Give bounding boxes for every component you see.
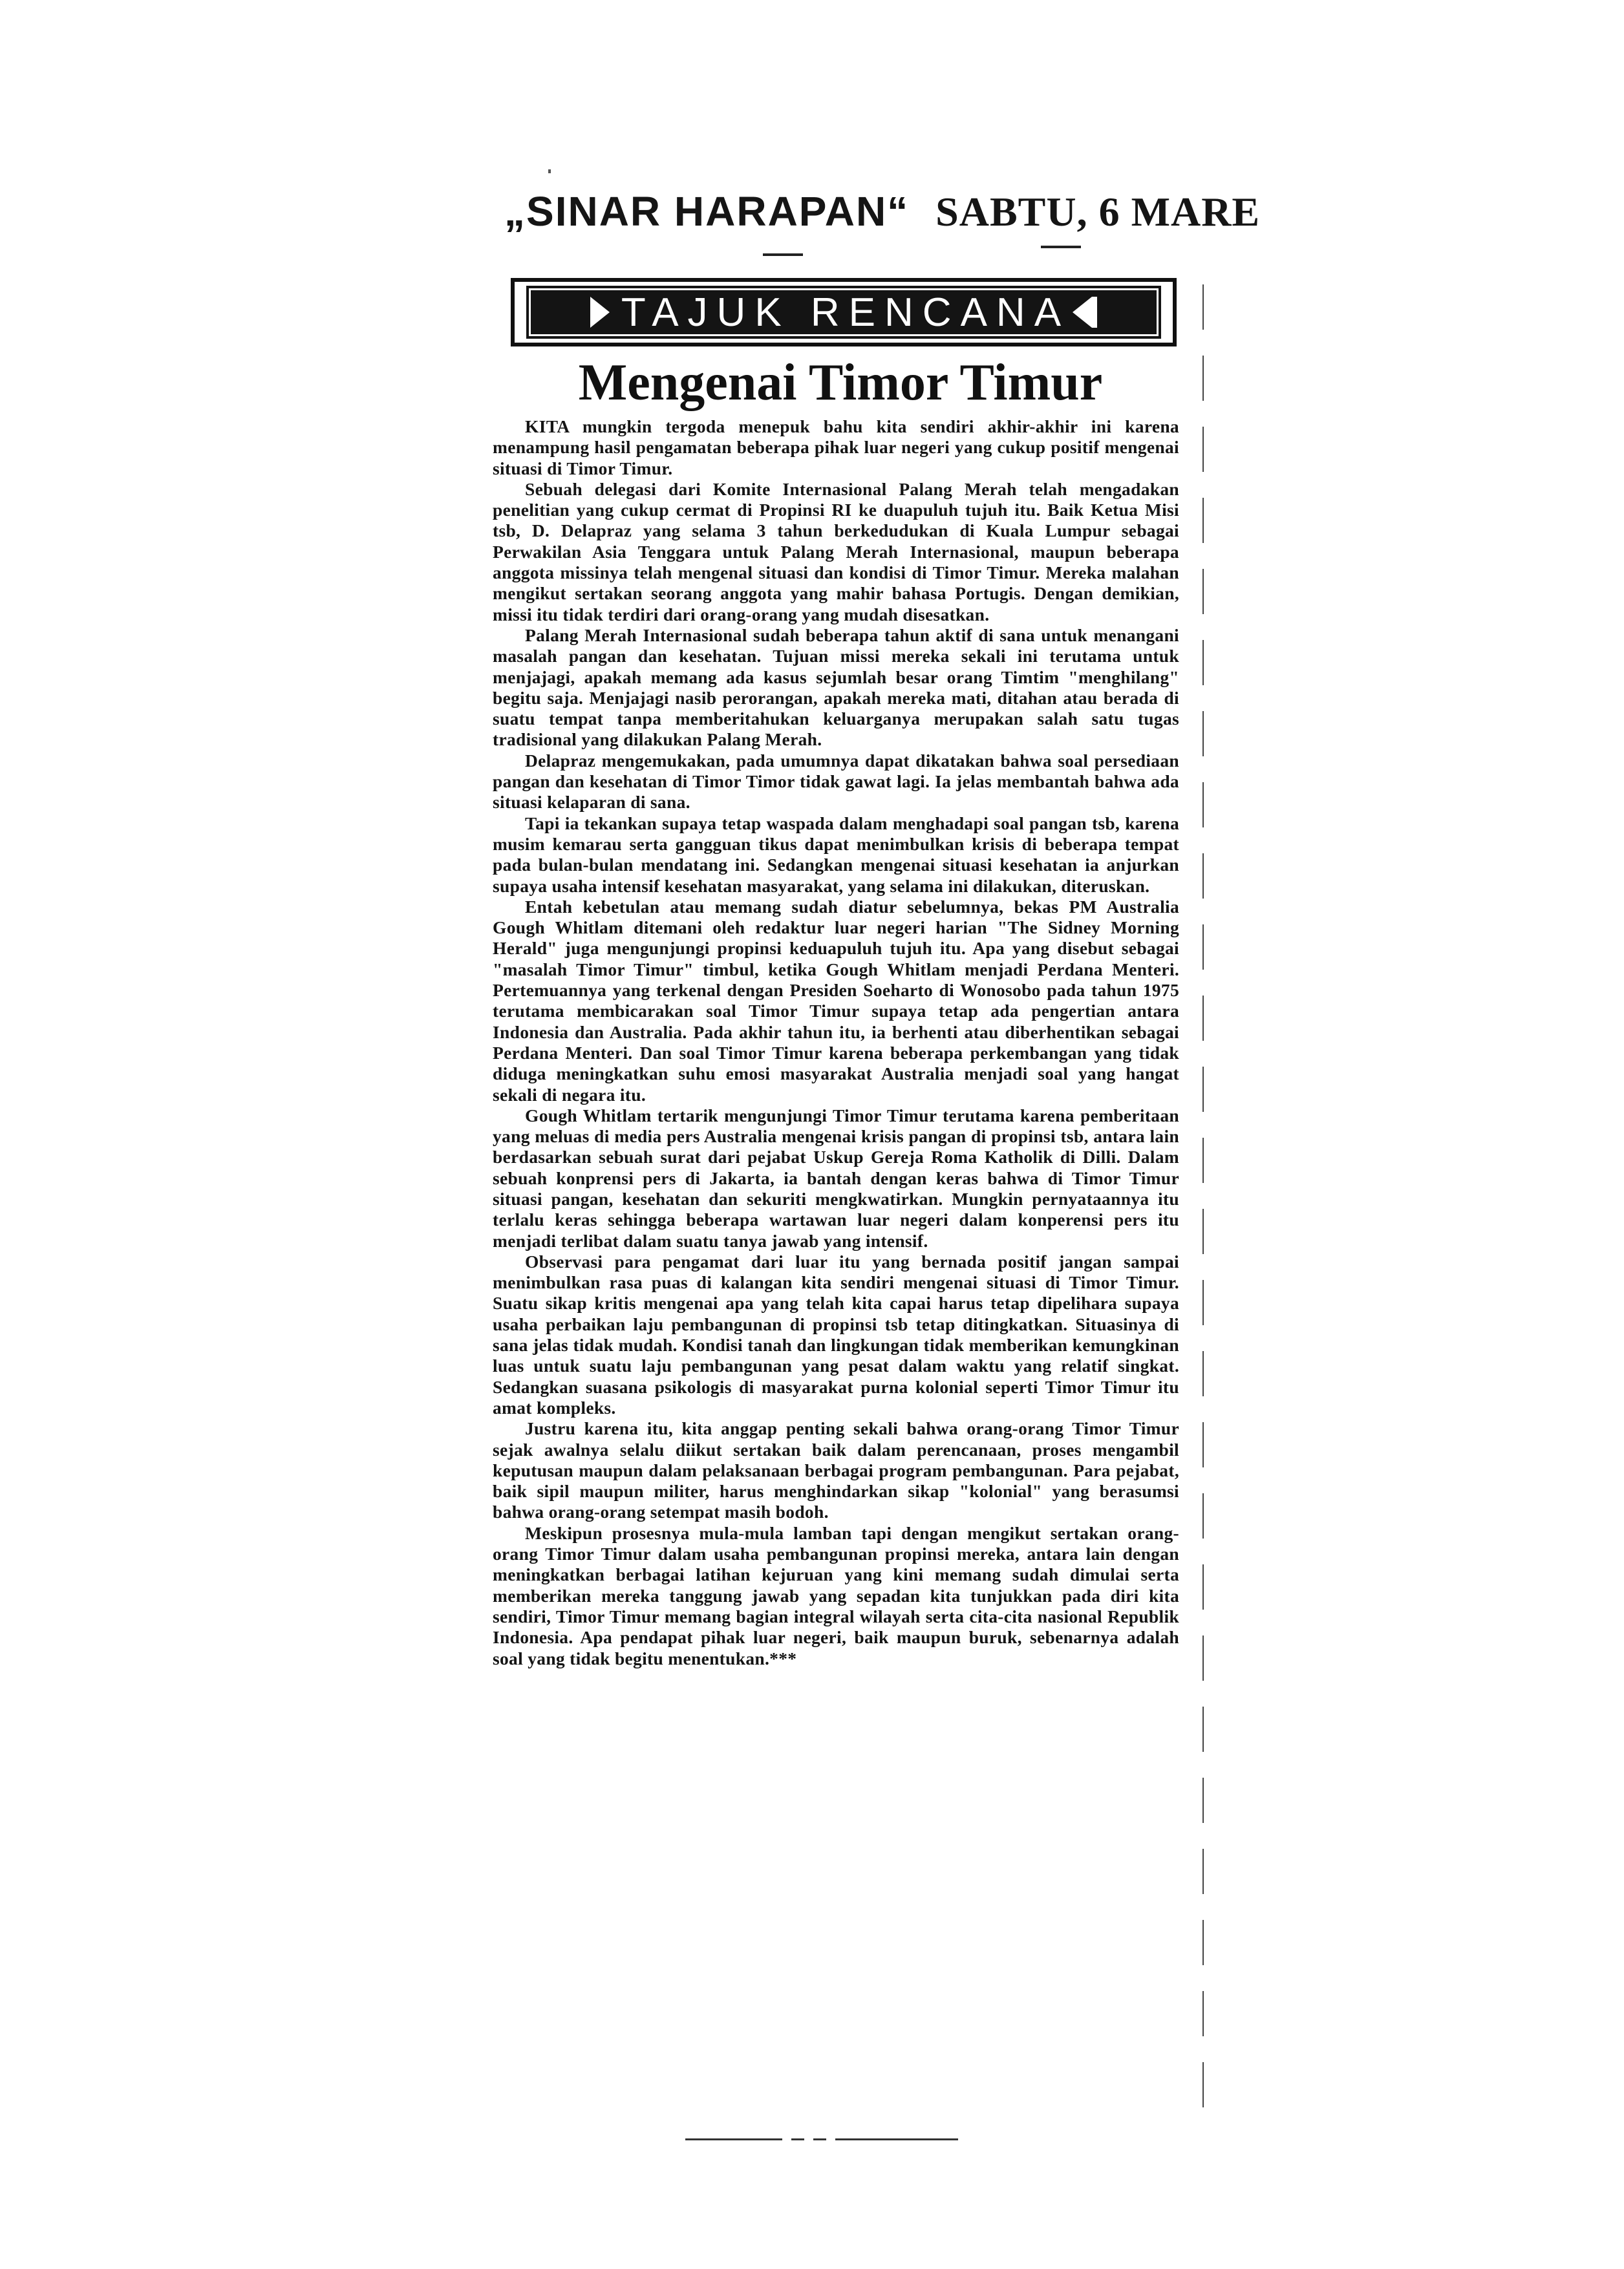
print-speck	[548, 169, 551, 173]
section-banner-inner	[529, 288, 1159, 336]
headline: Mengenai Timor Timur	[578, 354, 1103, 411]
paragraph: Tapi ia tekankan supaya tetap waspada dalam menghadapi soal pangan tsb, karena musim kemarau serta gangguan tikus dapat menimbulkan krisis di beberapa tempat pada bulan-bulan mendatang ini. Sedangkan mengenai situasi kesehatan ia anjurkan supaya usaha intensif kesehatan masyarakat, yang selama ini dilakukan, diteruskan.	[493, 813, 1179, 896]
end-of-article-rule	[685, 2138, 963, 2140]
paragraph: Delapraz mengemukakan, pada umumnya dapat dikatakan bahwa soal persediaan pangan dan kesehatan di Timor Timor tidak gawat lagi. Ia jelas membantah bahwa ada situasi kelaparan di sana.	[493, 750, 1179, 813]
masthead-dash-left	[763, 253, 803, 256]
end-rule-segment	[685, 2138, 782, 2140]
banner-bar-icon	[1092, 297, 1097, 328]
paragraph: Justru karena itu, kita anggap penting sekali bahwa orang-orang Timor Timur sejak awalnya selalu diikut sertakan baik dalam perencanaan, proses mengambil keputusan maupun dalam pelaksanaan berbagai program pembangunan. Para pejabat, baik sipil maupun militer, harus menghindarkan sikap "kolonial" yang berasumsi bahwa orang-orang setempat masih bodoh.	[493, 1418, 1179, 1522]
issue-date: SABTU, 6 MARE	[935, 189, 1261, 235]
paragraph: Entah kebetulan atau memang sudah diatur sebelumnya, bekas PM Australia Gough Whitlam ditemani oleh redaktur luar negeri harian "The Sidney Morning Herald" juga mengunjungi propinsi keduapuluh tujuh itu. Apa yang disebut sebagai "masalah Timor Timur" timbul, ketika Gough Whitlam menjadi Perdana Menteri. Pertemuannya yang terkenal dengan Presiden Soeharto di Wonosobo pada tahun 1975 terutama membicarakan soal Timor Timur supaya tetap ada pengertian antara Indonesia dan Australia. Pada akhir tahun itu, ia berhenti atau diberhentikan sebagai Perdana Menteri. Dan soal Timor Timur karena beberapa perkembangan yang tidak diduga meningkatkan suhu emosi masyarakat Australia menjadi soal yang hangat sekali di negara itu.	[493, 896, 1179, 1105]
paragraph: Gough Whitlam tertarik mengunjungi Timor Timur terutama karena pemberitaan yang meluas di media pers Australia mengenai krisis pangan di propinsi tsb, antara lain berdasarkan sebuah surat dari pejabat Uskup Gereja Roma Katholik di Dilli. Dalam sebuah konprensi pers di Jakarta, ia bantah dengan keras bahwa di Timor Timur situasi pangan, kesehatan dan sekuriti mengkwatirkan. Mungkin pernyataannya itu terlalu keras sehingga beberapa wartawan luar negeri dalam konperensi pers itu menjadi terlibat dalam suatu tanya jawab yang intensif.	[493, 1105, 1179, 1251]
section-title: TAJUK RENCANA	[621, 290, 1071, 335]
triangle-right-icon	[590, 297, 610, 328]
column-rule	[1202, 284, 1204, 2133]
end-rule-segment	[835, 2138, 958, 2140]
masthead-dash-right	[1041, 246, 1081, 248]
section-banner	[511, 278, 1177, 346]
paragraph: Observasi para pengamat dari luar itu yang bernada positif jangan sampai menimbulkan rasa puas di kalangan kita sendiri mengenai situasi di Timor Timur. Suatu sikap kritis mengenai apa yang telah kita capai harus tetap dipelihara supaya usaha perbaikan laju pembangunan di propinsi tsb tetap ditingkatkan. Situasinya di sana jelas tidak mudah. Kondisi tanah dan lingkungan tidak memberikan kemungkinan luas untuk suatu laju pembangunan yang pesat dalam waktu yang relatif singkat. Sedangkan suasana psikologis di masyarakat purna kolonial seperti Timor Timur itu amat kompleks.	[493, 1251, 1179, 1418]
end-rule-dot	[813, 2138, 826, 2140]
masthead	[504, 187, 1261, 252]
paragraph: Palang Merah Internasional sudah beberapa tahun aktif di sana untuk menangani masalah pangan dan kesehatan. Tujuan missi mereka sekali ini terutama untuk menjajagi, apakah memang ada kasus sejumlah besar orang Timtim "menghilang" begitu saja. Menjajagi nasib perorangan, apakah mereka mati, ditahan atau berada di suatu tempat tanpa memberitahukan keluarganya merupakan salah satu tugas tradisional yang dilakukan Palang Merah.	[493, 624, 1179, 750]
editorial-body	[493, 416, 1179, 2097]
triangle-left-icon	[1073, 297, 1092, 328]
paragraph: KITA mungkin tergoda menepuk bahu kita sendiri akhir-akhir ini karena menampung hasil pengamatan beberapa pihak luar negeri yang cukup positif mengenai situasi di Timor Timur.	[493, 416, 1179, 478]
paragraph: Meskipun prosesnya mula-mula lamban tapi dengan mengikut sertakan orang-orang Timor Timur dalam usaha pembangunan propinsi mereka, antara lain dengan meningkatkan berbagai latihan kejuruan yang kini memang sudah dimulai serta memberikan mereka tanggung jawab yang sepadan kita tunjukkan pada diri kita sendiri, Timor Timur memang bagian integral wilayah serta cita-cita nasional Republik Indonesia. Apa pendapat pihak luar negeri, baik maupun buruk, sebenarnya adalah soal yang tidak begitu menentukan.***	[493, 1522, 1179, 1668]
end-rule-dot	[791, 2138, 804, 2140]
section-banner-label	[590, 290, 1097, 336]
paragraph: Sebuah delegasi dari Komite Internasional Palang Merah telah mengadakan penelitian yang cukup cermat di Propinsi RI ke duapuluh tujuh itu. Baik Ketua Misi tsb, D. Delapraz yang selama 3 tahun berkedudukan di Kuala Lumpur sebagai Perwakilan Asia Tenggara untuk Palang Merah Internasional, maupun beberapa anggota missinya telah mengenal situasi dan kondisi di Timor Timur. Mereka malahan mengikut sertakan seorang anggota yang mahir bahasa Portugis. Dengan demikian, missi itu tidak terdiri dari orang-orang yang mudah disesatkan.	[493, 478, 1179, 624]
newspaper-name: „SINAR HARAPAN“	[504, 188, 910, 235]
